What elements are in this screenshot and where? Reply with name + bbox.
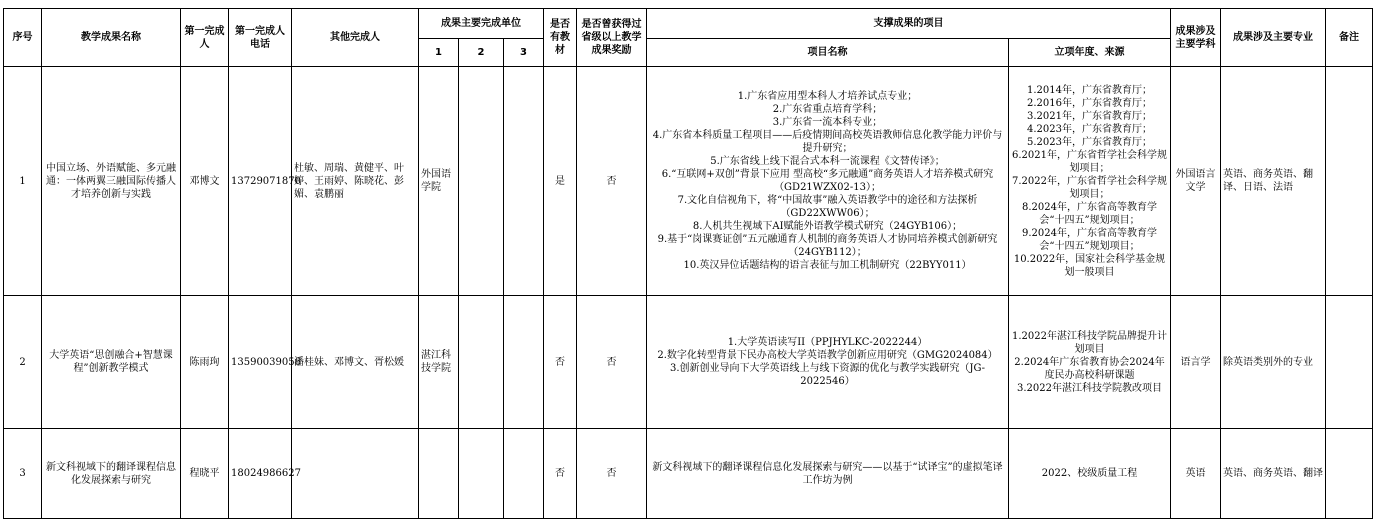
row-first: 陈雨珣	[181, 296, 229, 429]
project-item: 3.创新创业导向下大学英语线上与线下资源的优化与教学实践研究（JG-2022546）	[669, 363, 986, 387]
row-note	[1326, 67, 1373, 296]
project-item: 2.数字化转型背景下民办高校大学英语教学创新应用研究（GMG2024084）	[657, 350, 998, 361]
year-item: 2.2024年广东省教育协会2024年度民办高校科研课题	[1014, 356, 1165, 381]
row-unit-2	[459, 296, 504, 429]
year-item: 7.2022年，广东省哲学社会科学规划项目；	[1012, 175, 1168, 200]
project-item: 5.广东省线上线下混合式本科一流课程《文替传译》；	[710, 156, 945, 167]
row-name: 新文科视域下的翻译课程信息化发展探索与研究	[42, 429, 181, 519]
project-item: 7.文化自信视角下，将“中国故事”融入英语教学中的途径和方法探析（GD22XWW06）；	[677, 195, 978, 219]
row-award: 否	[577, 296, 647, 429]
header-textbook: 是否有教材	[544, 9, 577, 67]
header-seq: 序号	[4, 9, 42, 67]
row-unit-1	[419, 429, 459, 519]
row-name: 中国立场、外语赋能、多元融通：一体两翼三融国际传播人才培养创新与实践	[42, 67, 181, 296]
row-others: 杜敏、周瑞、黄健平、叶婷、王雨婷、陈晓花、彭媚、袁鹏丽	[292, 67, 419, 296]
header-note: 备注	[1326, 9, 1373, 67]
row-unit-1: 外国语学院	[419, 67, 459, 296]
project-item: 8.人机共生视域下AI赋能外语教学模式研究（24GYB106）；	[692, 221, 963, 232]
year-item: 8.2024年，广东省高等教育学会“十四五”规划项目；	[1022, 201, 1158, 226]
year-item: 2022、校级质量工程	[1041, 468, 1138, 479]
header-first: 第一完成人	[181, 9, 229, 67]
row-projects	[647, 67, 1009, 296]
header-award: 是否曾获得过省级以上教学成果奖励	[577, 9, 647, 67]
row-unit-3	[504, 296, 544, 429]
project-item: 新文科视域下的翻译课程信息化发展探索与研究——以基于“试译宝”的虚拟笔译工作坊为例	[652, 461, 1003, 486]
project-item: 10.英汉异位话题结构的语言表征与加工机制研究（22BYY011）	[683, 260, 972, 271]
row-years	[1009, 429, 1171, 519]
row-major: 除英语类别外的专业	[1221, 296, 1326, 429]
year-item: 3.2022年湛江科技学院教改项目	[1017, 382, 1163, 394]
row-first: 程晓平	[181, 429, 229, 519]
header-phone: 第一完成人电话	[229, 9, 292, 67]
project-item: 1.大学英语读写II（PPJHYLKC-2022244）	[727, 337, 928, 348]
row-phone: 13590039056	[229, 296, 292, 429]
header-unit-2: 2	[459, 39, 504, 67]
project-item: 1.广东省应用型本科人才培养试点专业；	[737, 91, 918, 102]
table-row	[4, 67, 1373, 296]
row-projects	[647, 296, 1009, 429]
row-major: 英语、商务英语、翻译、日语、法语	[1221, 67, 1326, 296]
row-note	[1326, 296, 1373, 429]
row-phone: 13729071870	[229, 67, 292, 296]
project-item: 4.广东省本科质量工程项目——后疫情期间高校英语教师信息化教学能力评价与提升研究；	[652, 130, 1003, 154]
row-seq: 2	[4, 296, 42, 429]
header-others: 其他完成人	[292, 9, 419, 67]
header-support: 支撑成果的项目	[647, 9, 1171, 39]
row-seq: 3	[4, 429, 42, 519]
table-row	[4, 429, 1373, 519]
year-item: 4.2023年，广东省教育厅；	[1027, 123, 1153, 135]
header-name: 教学成果名称	[42, 9, 181, 67]
row-unit-2	[459, 429, 504, 519]
row-textbook: 是	[544, 67, 577, 296]
year-item: 5.2023年，广东省教育厅；	[1027, 136, 1153, 148]
year-item: 3.2021年，广东省教育厅；	[1027, 110, 1153, 122]
row-phone: 18024986627	[229, 429, 292, 519]
header-proj-name: 项目名称	[647, 39, 1009, 67]
row-years	[1009, 67, 1171, 296]
row-others: 潘桂妹、邓博文、胥松媛	[292, 296, 419, 429]
header-unit-3: 3	[504, 39, 544, 67]
row-unit-1: 湛江科技学院	[419, 296, 459, 429]
year-item: 10.2022年，国家社会科学基金规划一般项目	[1013, 253, 1166, 278]
row-award: 否	[577, 67, 647, 296]
row-note	[1326, 429, 1373, 519]
year-item: 9.2024年，广东省高等教育学会“十四五”规划项目；	[1022, 227, 1158, 252]
year-item: 2.2016年，广东省教育厅；	[1027, 97, 1153, 109]
year-item: 6.2021年，广东省哲学社会科学规划项目；	[1012, 149, 1168, 174]
row-textbook: 否	[544, 429, 577, 519]
row-projects	[647, 429, 1009, 519]
row-subject: 外国语言文学	[1171, 67, 1221, 296]
year-item: 1.2022年湛江科技学院品牌提升计划项目	[1012, 330, 1168, 355]
row-major: 英语、商务英语、翻译	[1221, 429, 1326, 519]
achievement-table	[3, 8, 1373, 519]
header-units: 成果主要完成单位	[419, 9, 544, 39]
row-name: 大学英语“思创融合+智慧课程”创新教学模式	[42, 296, 181, 429]
row-years	[1009, 296, 1171, 429]
row-subject: 语言学	[1171, 296, 1221, 429]
row-unit-3	[504, 67, 544, 296]
row-textbook: 否	[544, 296, 577, 429]
project-item: 9.基于“岗课赛证创”五元融通育人机制的商务英语人才协同培养模式创新研究（24GYB112）；	[657, 234, 998, 258]
project-item: 6.“互联网+双创”背景下应用 型高校“多元融通”商务英语人才培养模式研究（GD21WZX02-13）；	[661, 169, 994, 193]
header-major: 成果涉及主要专业	[1221, 9, 1326, 67]
row-first: 邓博文	[181, 67, 229, 296]
row-subject: 英语	[1171, 429, 1221, 519]
row-others	[292, 429, 419, 519]
project-item: 2.广东省重点培育学科；	[772, 104, 883, 115]
table-row	[4, 296, 1373, 429]
row-seq: 1	[4, 67, 42, 296]
row-unit-3	[504, 429, 544, 519]
row-award: 否	[577, 429, 647, 519]
header-subject: 成果涉及主要学科	[1171, 9, 1221, 67]
year-item: 1.2014年，广东省教育厅；	[1027, 84, 1153, 96]
row-unit-2	[459, 67, 504, 296]
header-unit-1: 1	[419, 39, 459, 67]
project-item: 3.广东省一流本科专业；	[772, 117, 883, 128]
header-row-1	[4, 9, 1373, 39]
header-proj-year: 立项年度、来源	[1009, 39, 1171, 67]
